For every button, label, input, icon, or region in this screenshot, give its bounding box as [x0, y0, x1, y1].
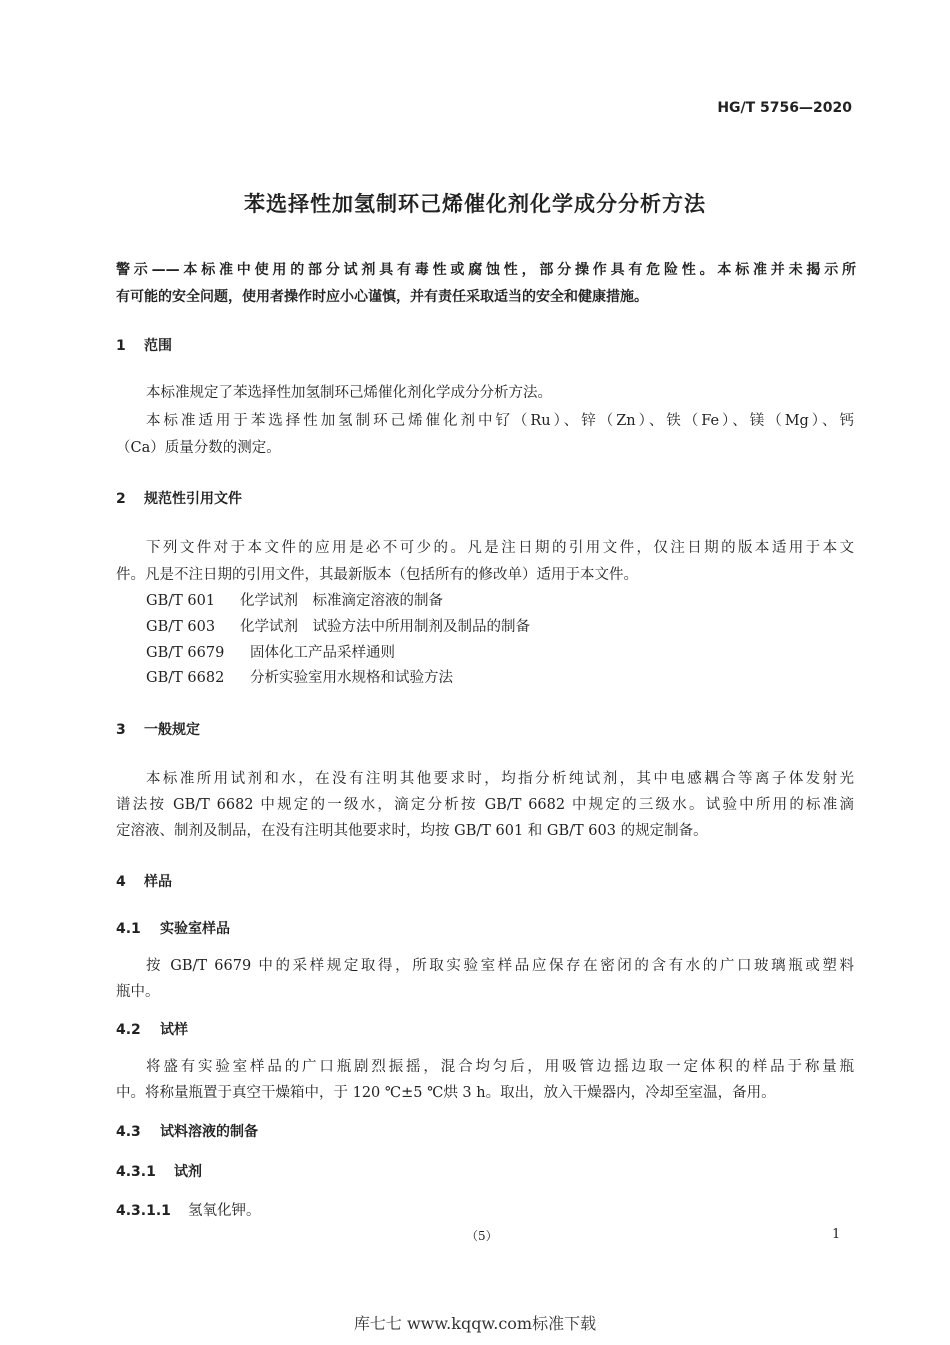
section-number: 3 [116, 722, 126, 738]
section-4-3-1-1-heading [116, 1199, 261, 1220]
section-1-paragraph-2-line-1: 本标准适用于苯选择性加氢制环己烯催化剂中钌（Ru）、锌（Zn）、铁（Fe）、镁（Mg）、钙 [146, 413, 854, 429]
section-2-paragraph-line-2: 件。凡是不注日期的引用文件，其最新版本（包括所有的修改单）适用于本文件。 [116, 567, 638, 583]
reference-item [146, 615, 530, 636]
reference-name: 化学试剂 标准滴定溶液的制备 [240, 593, 443, 609]
section-1-paragraph-1: 本标准规定了苯选择性加氢制环己烯催化剂化学成分分析方法。 [146, 385, 552, 401]
section-3-heading [116, 719, 200, 739]
warning-line-2: 有可能的安全问题，使用者操作时应小心谨慎，并有责任采取适当的安全和健康措施。 [116, 289, 648, 305]
section-number: 4.3.1.1 [116, 1203, 171, 1219]
section-title: 范围 [144, 338, 172, 354]
section-number: 1 [116, 338, 126, 354]
watermark-text: 库七七 www.kqqw.com标准下载 [353, 1314, 597, 1333]
section-3-paragraph-line-1: 本标准所用试剂和水，在没有注明其他要求时，均指分析纯试剂，其中电感耦合等离子体发射光 [146, 771, 854, 787]
section-number: 4.3 [116, 1124, 141, 1140]
reference-name: 化学试剂 试验方法中所用制剂及制品的制备 [240, 619, 530, 635]
section-4-2-paragraph-line-1: 将盛有实验室样品的广口瓶剧烈振摇，混合均匀后，用吸管边摇边取一定体积的样品于称量瓶 [146, 1059, 854, 1075]
section-4-3-1-heading [116, 1161, 202, 1181]
section-3-paragraph-line-2: 谱法按 GB/T 6682 中规定的一级水，滴定分析按 GB/T 6682 中规定的三级水。试验中所用的标准滴 [116, 797, 854, 813]
section-1-paragraph-2-line-2: （Ca）质量分数的测定。 [116, 440, 281, 456]
section-title: 实验室样品 [160, 921, 230, 937]
reference-item [146, 666, 453, 687]
section-4-3-heading [116, 1121, 258, 1141]
reference-code: GB/T 601 [146, 593, 216, 609]
section-title: 试料溶液的制备 [160, 1124, 258, 1140]
section-number: 2 [116, 491, 126, 507]
reference-code: GB/T 6682 [146, 670, 225, 686]
document-title: 苯选择性加氢制环己烯催化剂化学成分分析方法 [244, 192, 706, 216]
reference-item [146, 641, 395, 662]
reference-name: 固体化工产品采样通则 [250, 645, 395, 661]
reference-item [146, 589, 443, 610]
section-4-1-heading [116, 918, 230, 938]
section-3-paragraph-line-3: 定溶液、制剂及制品，在没有注明其他要求时，均按 GB/T 601 和 GB/T 603 的规定制备。 [116, 823, 708, 839]
bracket-page-number: （5） [466, 1229, 498, 1243]
section-number: 4 [116, 874, 126, 890]
reference-name: 分析实验室用水规格和试验方法 [250, 670, 453, 686]
section-number: 4.2 [116, 1022, 141, 1038]
section-4-2-paragraph-line-2: 中。将称量瓶置于真空干燥箱中，于 120 ℃±5 ℃烘 3 h。取出，放入干燥器内，冷却至室温，备用。 [116, 1085, 776, 1101]
section-title: 一般规定 [144, 722, 200, 738]
section-4-heading [116, 871, 172, 891]
section-2-heading [116, 488, 242, 508]
section-title: 试剂 [174, 1164, 202, 1180]
warning-line-1: 警示——本标准中使用的部分试剂具有毒性或腐蚀性，部分操作具有危险性。本标准并未揭示所 [116, 262, 856, 278]
page-number: 1 [832, 1227, 841, 1242]
section-title: 规范性引用文件 [144, 491, 242, 507]
section-2-paragraph-line-1: 下列文件对于本文件的应用是必不可少的。凡是注日期的引用文件，仅注日期的版本适用于本文 [146, 540, 854, 556]
reference-code: GB/T 603 [146, 619, 216, 635]
section-4-1-paragraph-line-2: 瓶中。 [116, 984, 160, 1000]
section-number: 4.3.1 [116, 1164, 156, 1180]
section-title: 试样 [160, 1022, 188, 1038]
section-4-2-heading [116, 1019, 188, 1039]
standard-code: HG/T 5756—2020 [717, 100, 852, 116]
section-body: 氢氧化钾。 [188, 1203, 261, 1219]
section-4-1-paragraph-line-1: 按 GB/T 6679 中的采样规定取得，所取实验室样品应保存在密闭的含有水的广口玻璃瓶或塑料 [146, 958, 854, 974]
section-number: 4.1 [116, 921, 141, 937]
section-title: 样品 [144, 874, 172, 890]
section-1-heading [116, 335, 172, 355]
reference-code: GB/T 6679 [146, 645, 225, 661]
